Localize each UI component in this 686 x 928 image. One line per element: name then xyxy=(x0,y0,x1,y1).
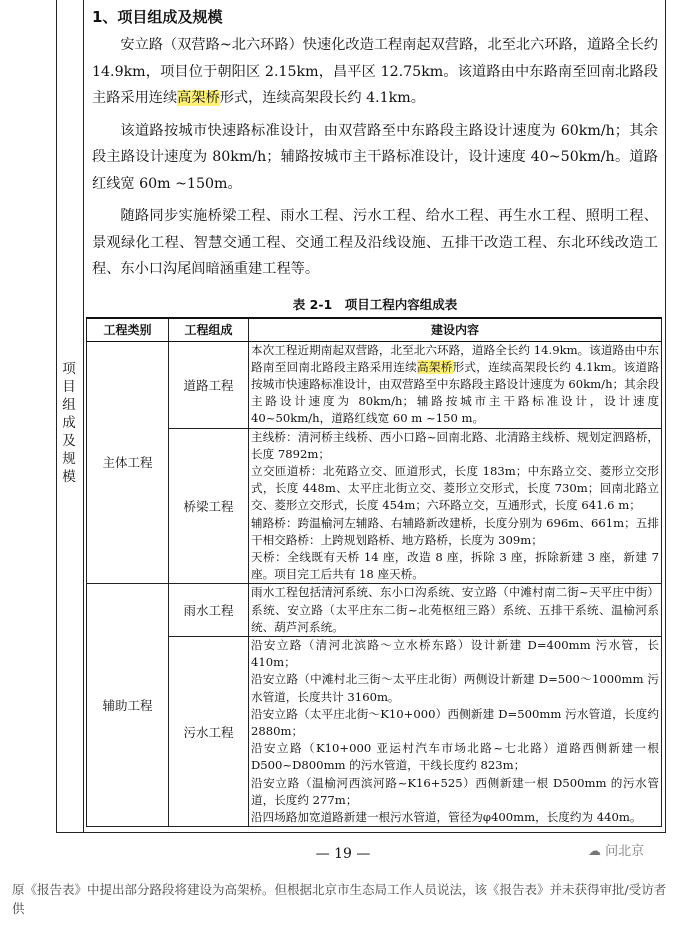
section-side-label xyxy=(56,360,82,486)
side-label-char: 模 xyxy=(62,469,76,485)
header-content: 建设内容 xyxy=(249,318,662,342)
content-line xyxy=(251,429,659,463)
content-line xyxy=(251,463,659,515)
header-category: 工程类别 xyxy=(87,318,169,342)
table-header-row xyxy=(87,318,662,342)
table-caption: 表 2-1 项目工程内容组成表 xyxy=(292,296,458,312)
section-heading: 1、项目组成及规模 xyxy=(92,8,223,26)
component-cell: 桥梁工程 xyxy=(169,428,249,584)
text-segment: 主线桥：清河桥主线桥、西小口路~回南北路、北清路主线桥、规划定泗路桥，长度 7892m； xyxy=(251,429,659,461)
content-line xyxy=(251,549,659,583)
text-segment: 沿安立路（K10+000 亚运村汽车市场北路~七北路）道路西侧新建一根 D500~D800mm 的污水管道，干线长度约 823m； xyxy=(251,741,659,773)
content-line xyxy=(251,637,659,671)
content-line xyxy=(251,342,659,428)
content-line xyxy=(251,775,659,809)
content-line xyxy=(251,584,659,636)
content-cell xyxy=(249,341,662,428)
text-segment: 形式，连续高架段长约 4.1km。 xyxy=(219,90,425,106)
text-segment: 雨水工程包括清河系统、东小口沟系统、安立路（中滩村南二街~天平庄中街）系统、安立路（太平庄东二街~北苑枢纽三路）系统、五排干系统、温榆河系统、葫芦河系统。 xyxy=(251,585,659,634)
side-label-char: 目 xyxy=(62,379,76,395)
highlighted-term: 高架桥 xyxy=(417,359,453,374)
section-content xyxy=(92,6,658,827)
text-segment: 沿安立路（温榆河西滨河路~K16+525）西侧新建一根 D500mm 的污水管道，长度约 277m； xyxy=(251,775,659,807)
highlighted-term: 高架桥 xyxy=(177,90,220,106)
paragraph xyxy=(92,203,658,283)
text-segment: 安立路（双营路~北六环路）快速化改造工程南起双营路，北至北六环路，道路全长约 14.9km，项目位于朝阳区 2.15km，昌平区 12.75km。该道路由中东路南至回南北路段主路采用连续 xyxy=(92,37,658,106)
text-segment: 天桥：全线既有天桥 14 座，改造 8 座，拆除 3 座，拆除新建 3 座，新建 7 座。项目完工后共有 18 座天桥。 xyxy=(251,549,659,582)
header-component: 工程组成 xyxy=(169,318,249,342)
table-row xyxy=(87,341,662,428)
wechat-icon: ☁ xyxy=(588,844,601,859)
side-label-char: 组 xyxy=(62,397,76,413)
text-segment: 立交匝道桥：北苑路立交、匝道形式，长度 183m；中东路立交、菱形立交形式，长度 448m、太平庄北街立交、菱形立交形式，长度 730m；回南北路立交、菱形立交形式，长度 454m；六环路立交，互通形式，长度 641.6 m； xyxy=(251,463,659,513)
component-cell: 道路工程 xyxy=(169,341,249,428)
text-segment: 该道路按城市快速路标准设计，由双营路至中东路段主路设计速度为 60km/h；其余段主路设计速度为 80km/h；辅路按城市主干路标准设计，设计速度 40~50km/h。道路红线宽 60m ~150m。 xyxy=(92,122,658,192)
component-cell: 雨水工程 xyxy=(169,584,249,637)
text-segment: 沿安立路（清河北滨路～立水桥东路）设计新建 D=400mm 污水管，长 410m； xyxy=(251,637,659,670)
content-line xyxy=(251,740,659,774)
text-segment: 沿安立路（中滩村北三街～太平庄北街）两侧设计新建 D=500～1000mm 污水管道，长度共计 3160m。 xyxy=(251,672,659,704)
project-composition-table xyxy=(86,317,662,828)
content-cell xyxy=(249,636,662,826)
text-segment: 形式，连续高架段长约 4.1km。该道路按城市快速路标准设计，由双营路至中东路段主路设计速度为 60km/h；其余段主路设计速度为 80km/h；辅路按城市主干路标准设计，设计速度 40~50km/h，道路红线宽 60 m ~150 m。 xyxy=(251,359,659,426)
side-label-char: 成 xyxy=(62,415,76,431)
page-number: — 19 — xyxy=(315,846,371,862)
component-cell: 污水工程 xyxy=(169,636,249,826)
side-label-char: 规 xyxy=(62,451,76,467)
watermark xyxy=(588,840,644,859)
table-row xyxy=(87,636,662,826)
content-line xyxy=(251,706,659,740)
content-cell xyxy=(249,428,662,584)
content-cell xyxy=(249,584,662,637)
content-line xyxy=(251,671,659,705)
content-line xyxy=(251,515,659,549)
side-label-char: 项 xyxy=(62,361,76,377)
right-border xyxy=(665,0,666,832)
paragraph xyxy=(92,32,658,112)
bottom-border xyxy=(56,832,666,833)
image-caption: 原《报告表》中提出部分路段将建设为高架桥。但根据北京市生态局工作人员说法，该《报告表》并未获得审批/受访者供 xyxy=(12,882,667,916)
watermark-text: 问北京 xyxy=(605,844,645,859)
content-line xyxy=(251,809,659,826)
table-row xyxy=(87,428,662,584)
side-label-char: 及 xyxy=(62,433,76,449)
text-segment: 随路同步实施桥梁工程、雨水工程、污水工程、给水工程、再生水工程、照明工程、景观绿化工程、智慧交通工程、交通工程及沿线设施、五排干改造工程、东北环线改造工程、东小口沟尾闾暗涵重建工程等。 xyxy=(92,208,658,277)
paragraph xyxy=(92,118,658,198)
table-row xyxy=(87,584,662,637)
text-segment: 沿四场路加宽道路新建一根污水管道，管径为φ400mm，长度约为 440m。 xyxy=(251,809,642,824)
text-segment: 沿安立路（太平庄北街～K10+000）西侧新建 D=500mm 污水管道，长度约 2880m； xyxy=(251,706,659,738)
category-cell: 辅助工程 xyxy=(87,584,169,827)
paragraphs xyxy=(92,32,658,283)
category-cell: 主体工程 xyxy=(87,341,169,584)
text-segment: 本次工程近期南起双营路，北至北六环路，道路全长约 14.9km。该道路由中东路南至回南北路段主路采用连续 xyxy=(251,342,659,374)
text-segment: 辅路桥：跨温榆河左辅路、右辅路新改建桥，长度分别为 696m、661m；五排干相交路桥：上跨规划路桥、地方路桥，长度为 309m； xyxy=(251,515,659,547)
